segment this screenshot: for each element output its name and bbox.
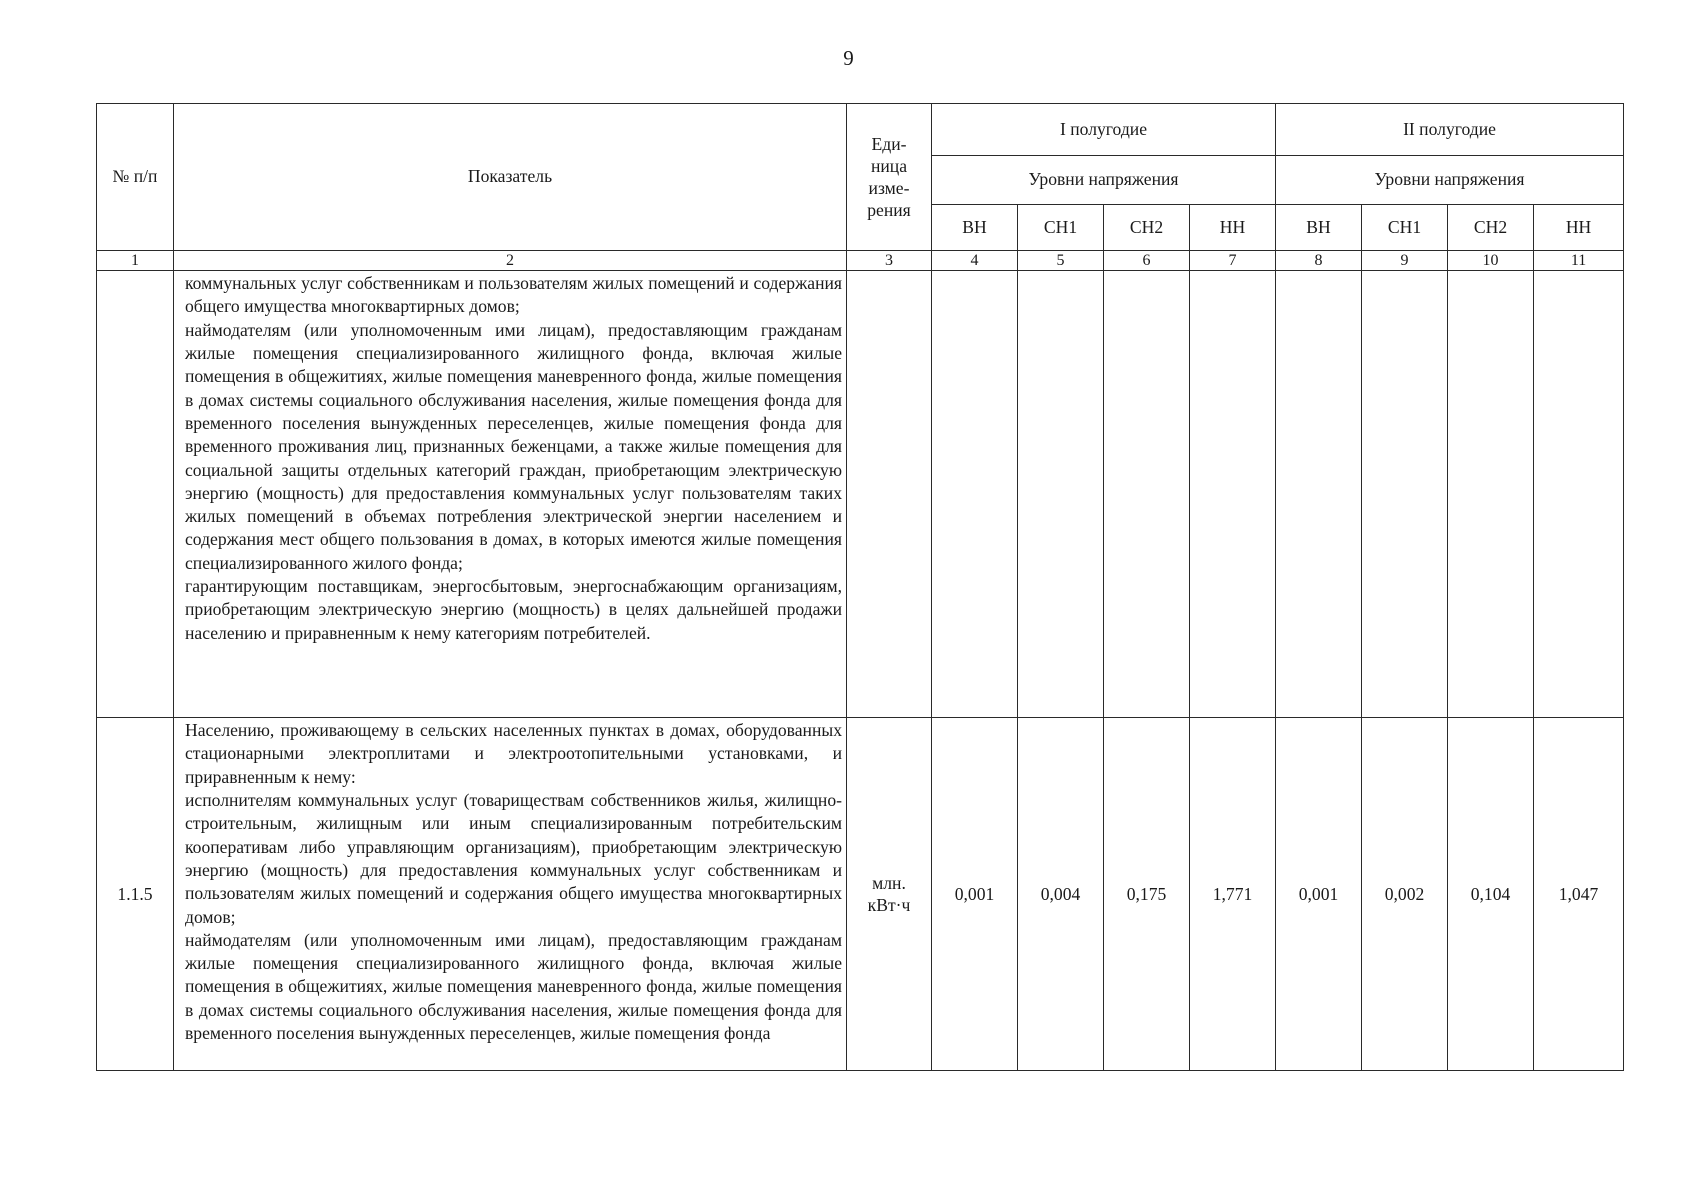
column-number: 6 <box>1104 251 1190 271</box>
header-half-1: I полугодие <box>932 104 1276 156</box>
table-row <box>97 718 1624 1071</box>
row-paragraph: наймодателям (или уполномоченным ими лицам), предоставляющим гражданам жилые помещения специализированного жилищного фонда, включая жилые помещения в общежитиях, жилые помещения маневренного фонда, жилые помещения в домах системы социального обслуживания населения, жилые помещения фонда для временного поселения вынужденных переселенцев, жилые помещения фонда <box>185 929 842 1044</box>
row-value: 0,002 <box>1362 718 1448 1071</box>
header-level: СН2 <box>1104 205 1190 251</box>
header-voltage-levels-2: Уровни напряжения <box>1276 156 1624 205</box>
header-indicator: Показатель <box>174 104 847 251</box>
row-unit: млн. кВт·ч <box>847 718 932 1071</box>
row-description <box>174 271 847 718</box>
row-value <box>1276 271 1362 718</box>
column-number: 4 <box>932 251 1018 271</box>
header-level: СН2 <box>1448 205 1534 251</box>
column-number: 5 <box>1018 251 1104 271</box>
column-number: 11 <box>1534 251 1624 271</box>
row-value <box>1362 271 1448 718</box>
row-value: 0,001 <box>932 718 1018 1071</box>
column-number: 9 <box>1362 251 1448 271</box>
header-num: № п/п <box>97 104 174 251</box>
row-value: 0,001 <box>1276 718 1362 1071</box>
row-value: 0,004 <box>1018 718 1104 1071</box>
row-value <box>932 271 1018 718</box>
row-value: 1,047 <box>1534 718 1624 1071</box>
page-number: 9 <box>843 46 854 70</box>
header-level: СН1 <box>1362 205 1448 251</box>
row-num: 1.1.5 <box>97 718 174 1071</box>
row-value <box>1534 271 1624 718</box>
table-row <box>97 271 1624 718</box>
row-value: 1,771 <box>1190 718 1276 1071</box>
row-paragraph: Населению, проживающему в сельских населенных пунктах в домах, оборудованных стационарными электроплитами и электроотопительными установками, и приравненным к нему: <box>185 720 842 787</box>
header-level: СН1 <box>1018 205 1104 251</box>
column-number-row <box>97 251 1624 271</box>
tariff-table <box>96 103 1624 1071</box>
row-value: 0,175 <box>1104 718 1190 1071</box>
row-value <box>1104 271 1190 718</box>
row-num <box>97 271 174 718</box>
row-value <box>1448 271 1534 718</box>
header-level: ВН <box>932 205 1018 251</box>
column-number: 3 <box>847 251 932 271</box>
header-level: ВН <box>1276 205 1362 251</box>
column-number: 10 <box>1448 251 1534 271</box>
row-paragraph: исполнителям коммунальных услуг (товариществам собственников жилья, жилищно-строительным, жилищным или иным специализированным потребительским кооперативам либо управляющим организациям), приобретающим электрическую энергию (мощность) для предоставления коммунальных услуг собственникам и пользователям жилых помещений и содержания общего имущества многоквартирных домов; <box>185 790 842 927</box>
row-value <box>1190 271 1276 718</box>
header-level: НН <box>1534 205 1624 251</box>
header-row-top <box>97 104 1624 156</box>
column-number: 8 <box>1276 251 1362 271</box>
row-description <box>174 718 847 1071</box>
row-paragraph: коммунальных услуг собственникам и пользователям жилых помещений и содержания общего имущества многоквартирных домов; <box>185 273 842 317</box>
column-number: 2 <box>174 251 847 271</box>
column-number: 1 <box>97 251 174 271</box>
row-value <box>1018 271 1104 718</box>
header-level: НН <box>1190 205 1276 251</box>
row-unit <box>847 271 932 718</box>
header-unit: Еди- ница изме- рения <box>847 104 932 251</box>
row-paragraph: гарантирующим поставщикам, энергосбытовым, энергоснабжающим организациям, приобретающим электрическую энергию (мощность) в целях дальнейшей продажи населению и приравненным к нему категориям потребителей. <box>185 576 842 643</box>
column-number: 7 <box>1190 251 1276 271</box>
row-paragraph: наймодателям (или уполномоченным ими лицам), предоставляющим гражданам жилые помещения специализированного жилищного фонда, включая жилые помещения в общежитиях, жилые помещения маневренного фонда, жилые помещения в домах системы социального обслуживания населения, жилые помещения фонда для временного поселения вынужденных переселенцев, жилые помещения фонда для временного проживания лиц, признанных беженцами, а также жилые помещения для социальной защиты отдельных категорий граждан, приобретающим электрическую энергию (мощность) для предоставления коммунальных услуг пользователям таких жилых помещений в объемах потребления электрической энергии населением и содержания мест общего пользования в домах, в которых имеются жилые помещения специализированного жилого фонда; <box>185 319 842 573</box>
header-half-2: II полугодие <box>1276 104 1624 156</box>
row-value: 0,104 <box>1448 718 1534 1071</box>
header-voltage-levels-1: Уровни напряжения <box>932 156 1276 205</box>
